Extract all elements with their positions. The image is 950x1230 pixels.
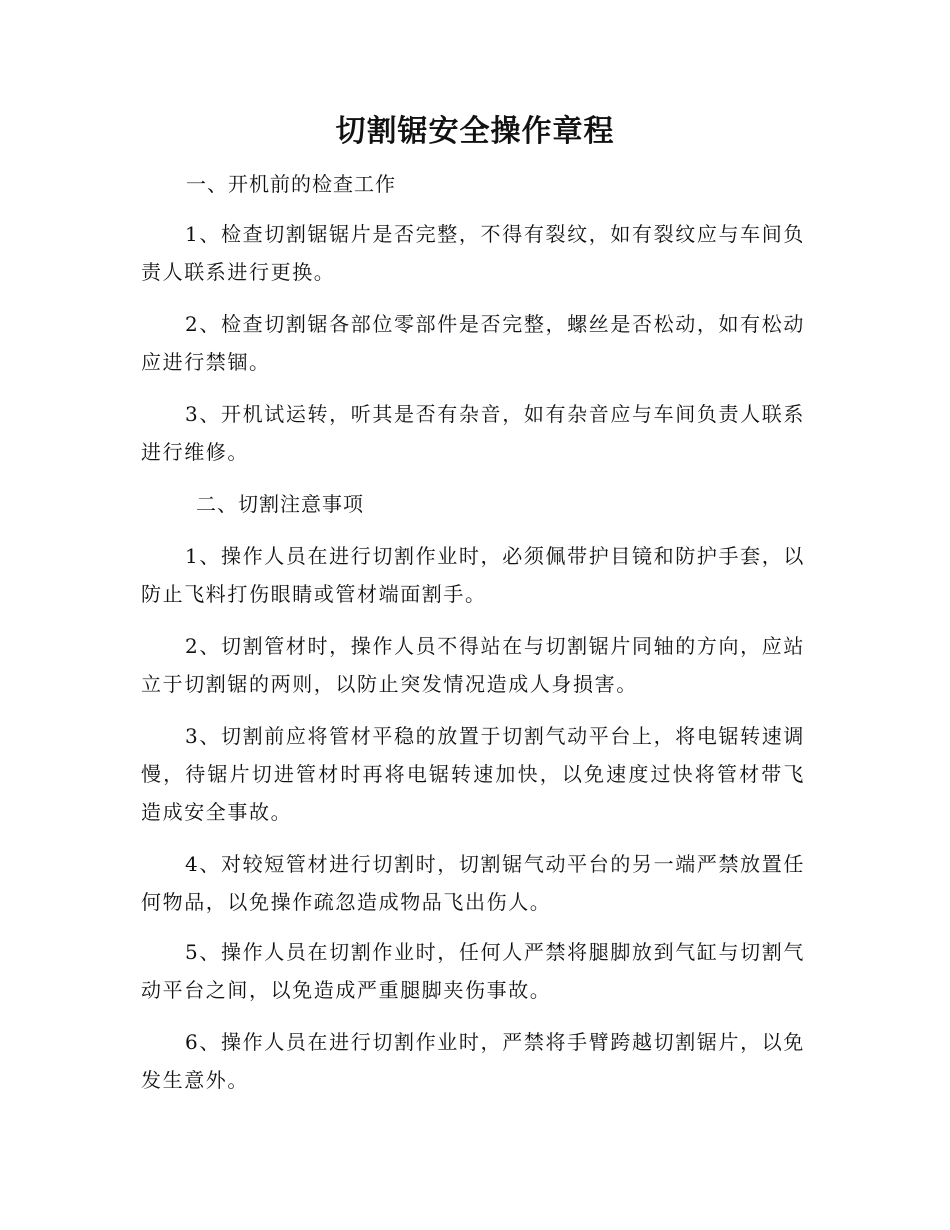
section-heading-cutting-notes: 二、切割注意事项: [196, 492, 364, 516]
paragraph-check-3: 3、开机试运转，听其是否有杂音，如有杂音应与车间负责人联系进行维修。: [141, 402, 805, 464]
section-heading-pre-start-check: 一、开机前的检查工作: [186, 172, 396, 196]
document-title: 切割锯安全操作章程: [335, 114, 615, 149]
paragraph-cutting-2: 2、切割管材时，操作人员不得站在与切割锯片同轴的方向，应站立于切割锯的两则，以防止突发情况造成人身损害。: [141, 634, 805, 696]
paragraph-check-2: 2、检查切割锯各部位零部件是否完整，螺丝是否松动，如有松动应进行禁锢。: [141, 312, 805, 374]
paragraph-cutting-1: 1、操作人员在进行切割作业时，必须佩带护目镜和防护手套，以防止飞料打伤眼睛或管材端面割手。: [141, 544, 805, 606]
paragraph-check-1: 1、检查切割锯锯片是否完整，不得有裂纹，如有裂纹应与车间负责人联系进行更换。: [141, 222, 805, 284]
paragraph-cutting-3: 3、切割前应将管材平稳的放置于切割气动平台上，将电锯转速调慢，待锯片切进管材时再将电锯转速加快，以免速度过快将管材带飞造成安全事故。: [141, 724, 805, 824]
paragraph-cutting-4: 4、对较短管材进行切割时，切割锯气动平台的另一端严禁放置任何物品，以免操作疏忽造成物品飞出伤人。: [141, 852, 805, 914]
paragraph-cutting-5: 5、操作人员在切割作业时，任何人严禁将腿脚放到气缸与切割气动平台之间，以免造成严重腿脚夹伤事故。: [141, 940, 805, 1002]
paragraph-cutting-6: 6、操作人员在进行切割作业时，严禁将手臂跨越切割锯片，以免发生意外。: [141, 1030, 805, 1092]
